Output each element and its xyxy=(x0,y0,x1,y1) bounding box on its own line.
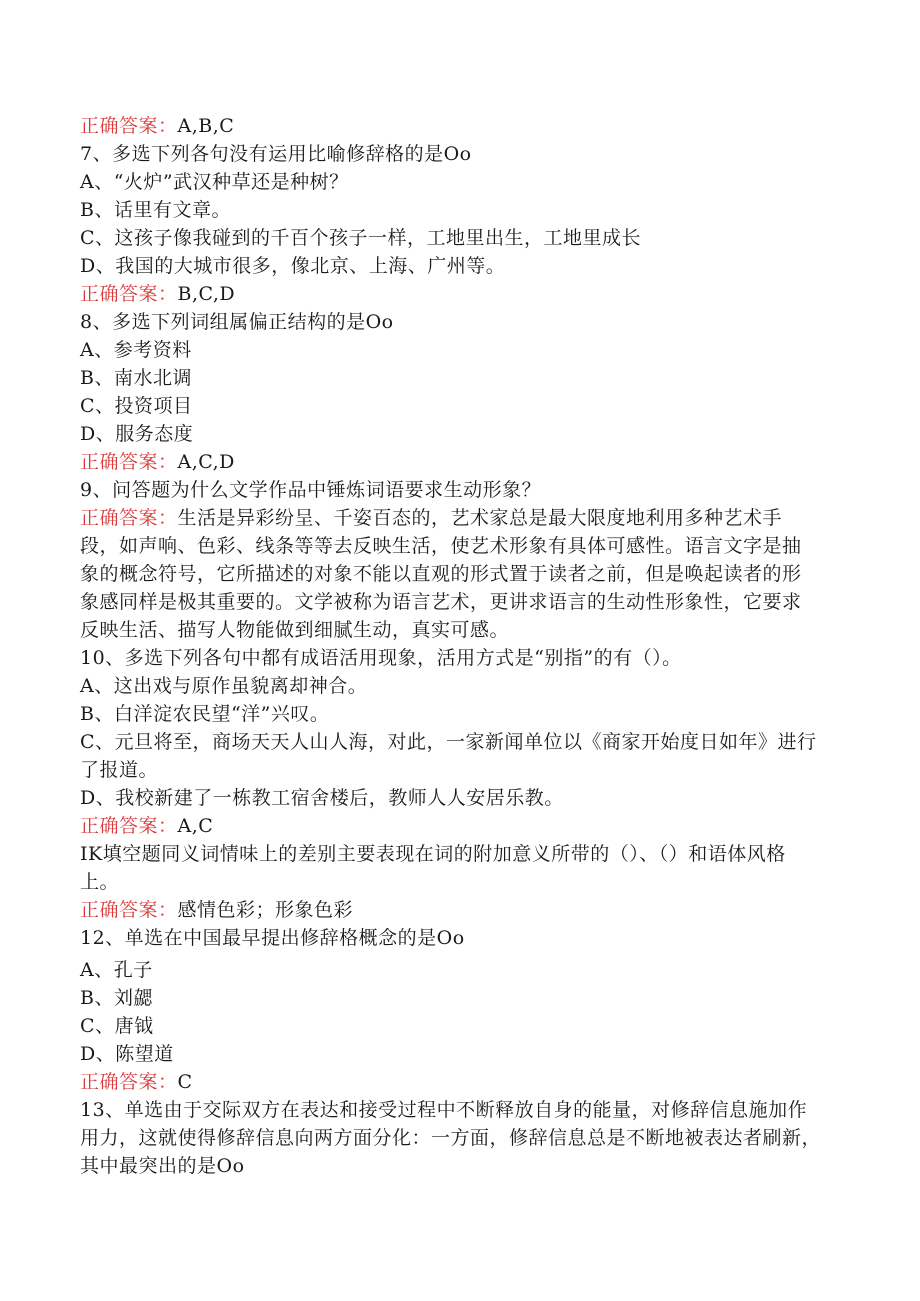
option-10c: C、元旦将至，商场天天人山人海，对此，一家新闻单位以《商家开始度日如年》进行 xyxy=(80,731,817,753)
question-10: 10、多选下列各句中都有成语活用现象，活用方式是“别指”的有（）。 xyxy=(80,647,682,669)
answer-text-line: 象感同样是极其重要的。文学被称为语言艺术，更讲求语言的生动性形象性，它要求 xyxy=(80,591,802,613)
answer-value: A,B,C xyxy=(177,115,235,137)
answer-label: 正确答案： xyxy=(80,899,178,921)
question-9: 9、问答题为什么文学作品中锤炼词语要求生动形象？ xyxy=(80,479,542,501)
option-10a: A、这出戏与原作虽貌离却神合。 xyxy=(80,675,368,697)
option-10b: B、白洋淀农民望“洋”兴叹。 xyxy=(80,703,330,725)
option-7c: C、这孩子像我碰到的千百个孩子一样，工地里出生，工地里成长 xyxy=(80,227,642,249)
answer-line xyxy=(80,504,840,532)
answer-label: 正确答案： xyxy=(80,507,178,529)
option-7d: D、我国的大城市很多，像北京、上海、广州等。 xyxy=(80,255,506,277)
answer-line xyxy=(80,896,840,924)
answer-label: 正确答案： xyxy=(80,815,178,837)
question-13: 13、单选由于交际双方在表达和接受过程中不断释放自身的能量，对修辞信息施加作 xyxy=(80,1099,808,1121)
answer-value: 感情色彩；形象色彩 xyxy=(177,899,354,921)
option-10c-cont: 了报道。 xyxy=(80,759,159,781)
question-8: 8、多选下列词组属偏正结构的是Oo xyxy=(80,311,394,333)
answer-text: 生活是异彩纷呈、千姿百态的，艺术家总是最大限度地利用多种艺术手 xyxy=(177,507,783,529)
answer-line xyxy=(80,812,840,840)
document-body xyxy=(80,112,840,1180)
option-12b: B、刘勰 xyxy=(80,987,153,1009)
answer-text-line: 段，如声响、色彩、线条等等去反映生活，使艺术形象有具体可感性。语言文字是抽 xyxy=(80,535,802,557)
question-11: IK填空题同义词情味上的差别主要表现在词的附加意义所带的（）、（）和语体风格 xyxy=(80,843,786,865)
option-7a: A、“火炉”武汉种草还是种树？ xyxy=(80,171,349,193)
answer-label: 正确答案： xyxy=(80,1071,178,1093)
answer-value: A,C,D xyxy=(177,451,235,473)
answer-text-line: 象的概念符号，它所描述的对象不能以直观的形式置于读者之前，但是唤起读者的形 xyxy=(80,563,802,585)
option-8a: A、参考资料 xyxy=(80,339,192,361)
option-8d: D、服务态度 xyxy=(80,423,194,445)
option-12c: C、唐钺 xyxy=(80,1015,154,1037)
option-10d: D、我校新建了一栋教工宿舍楼后，教师人人安居乐教。 xyxy=(80,787,564,809)
option-12a: A、孔子 xyxy=(80,959,153,981)
answer-line xyxy=(80,1068,840,1096)
question-11-cont: 上。 xyxy=(80,871,120,893)
question-12: 12、单选在中国最早提出修辞格概念的是Oo xyxy=(80,927,465,949)
answer-value: C xyxy=(177,1071,193,1093)
answer-value: A,C xyxy=(177,815,214,837)
answer-label: 正确答案： xyxy=(80,283,178,305)
answer-label: 正确答案： xyxy=(80,451,178,473)
option-8c: C、投资项目 xyxy=(80,395,193,417)
question-13-cont: 其中最突出的是Oo xyxy=(80,1155,245,1177)
answer-text-line: 反映生活、描写人物能做到细腻生动，真实可感。 xyxy=(80,619,510,641)
question-7: 7、多选下列各句没有运用比喻修辞格的是Oo xyxy=(80,143,472,165)
answer-value: B,C,D xyxy=(177,283,236,305)
answer-line xyxy=(80,448,840,476)
answer-line xyxy=(80,112,840,140)
option-7b: B、话里有文章。 xyxy=(80,199,231,221)
answer-line xyxy=(80,280,840,308)
question-13-cont: 用力，这就使得修辞信息向两方面分化：一方面，修辞信息总是不断地被表达者刷新， xyxy=(80,1127,822,1149)
answer-label: 正确答案： xyxy=(80,115,178,137)
option-12d: D、陈望道 xyxy=(80,1043,174,1065)
option-8b: B、南水北调 xyxy=(80,367,192,389)
